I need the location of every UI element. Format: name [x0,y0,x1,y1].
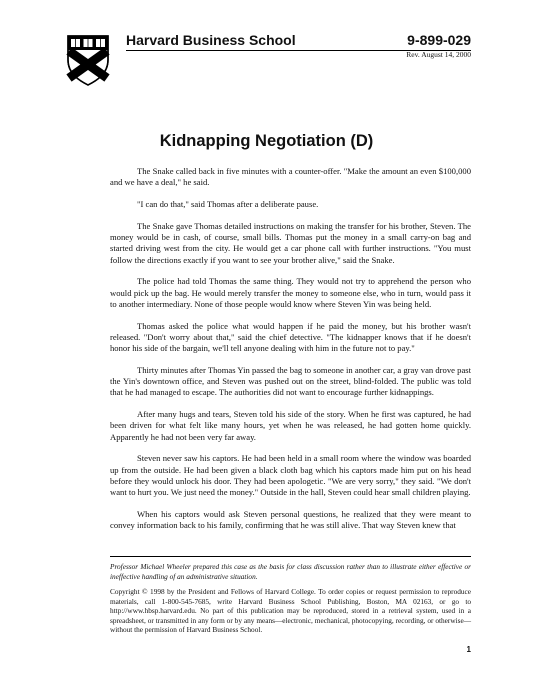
page-number: 1 [466,645,471,654]
paragraph [110,199,471,210]
paragraph-text: After many hugs and tears, Steven told his side of the story. When he first was captured, he had been driven for what felt like many hours, yet when he was released, he had gotten home quickly. Apparently he had not been very far away. [110,409,471,442]
paragraph-text: Thomas asked the police what would happen if he paid the money, but his brother wasn't released. "Don't worry about that," said the chief detective. "The kidnapper knows that if he doesn't honor his side of the bargain, we'll tell anyone dealing with him in the future not to pay." [110,320,471,354]
case-body [110,166,471,542]
document-title: Kidnapping Negotiation (D) [159,132,374,150]
paragraph [110,409,471,443]
revision-date: Rev. August 14, 2000 [406,50,471,59]
paragraph-text: Steven never saw his captors. He had been held in a small room where the window was boarded up from the outside. He had been given a black cloth bag which his captors made him put on his head before they would unlock his door. They had been apologetic. "We are very sorry," they said. "We don't want to hurt you. We just need the money." Outside in the hall, Steven could hear small children playing. [110,453,471,498]
paragraph-text: "I can do that," said Thomas after a deliberate pause. [137,198,319,209]
paragraph-text: Thirty minutes after Thomas Yin passed the bag to someone in another car, a gray van drove past the Yin's downtown office, and Steven was pushed out on the street, blind-folded. The public was told that he had managed to escape. The authorities did not want to encourage further kidnappings. [110,364,471,398]
copyright-notice: Copyright © 1998 by the President and Fellows of Harvard College. To order copies or request permission to reproduce materials, call 1-800-545-7685, write Harvard Business School Publishing, Boston, MA 02163, or go to http://www.hbsp.harvard.edu. No part of this publication may be reproduced, stored in a retrieval system, used in a spreadsheet, or transmitted in any form or by any means—electronic, mechanical, photocopying, recording, or otherwise—without the permission of Harvard Business School. [110,587,471,635]
paragraph-text: The Snake gave Thomas detailed instructions on making the transfer for his brother, Steven. The money would be in cash, of course, small bills. Thomas put the money in a small carry-on bag and started driving west from the city. He would get a car phone call with further instructions. "You must follow the directions exactly if you want to see your brother alive," said the Snake. [110,220,471,265]
paragraph-text: When his captors would ask Steven personal questions, he realized that they were meant to convey information back to his family, confirming that he was still alive. That way Steven knew that [110,508,471,531]
paragraph [110,166,471,189]
paragraph-text: The Snake called back in five minutes with a counter-offer. "Make the amount an even $100,000 and we have a deal," he said. [110,166,471,188]
paragraph [110,276,471,310]
paragraph [110,509,471,532]
case-number: 9-899-029 [407,32,471,48]
harvard-shield-icon [66,34,110,86]
paragraph [110,365,471,399]
paragraph [110,221,471,266]
paragraph-text: The police had told Thomas the same thing. They would not try to apprehend the person who would pick up the bag. He would merely transfer the money to someone else, who in turn, would pass it to another intermediary. None of those people would know where Steven Yin was being held. [110,276,471,309]
school-name: Harvard Business School [126,32,296,48]
paragraph [110,453,471,498]
author-footnote: Professor Michael Wheeler prepared this case as the basis for class discussion rather than to illustrate either effective or ineffective handling of an administrative situation. [110,562,471,581]
footnote-divider [110,556,471,557]
paragraph [110,321,471,355]
